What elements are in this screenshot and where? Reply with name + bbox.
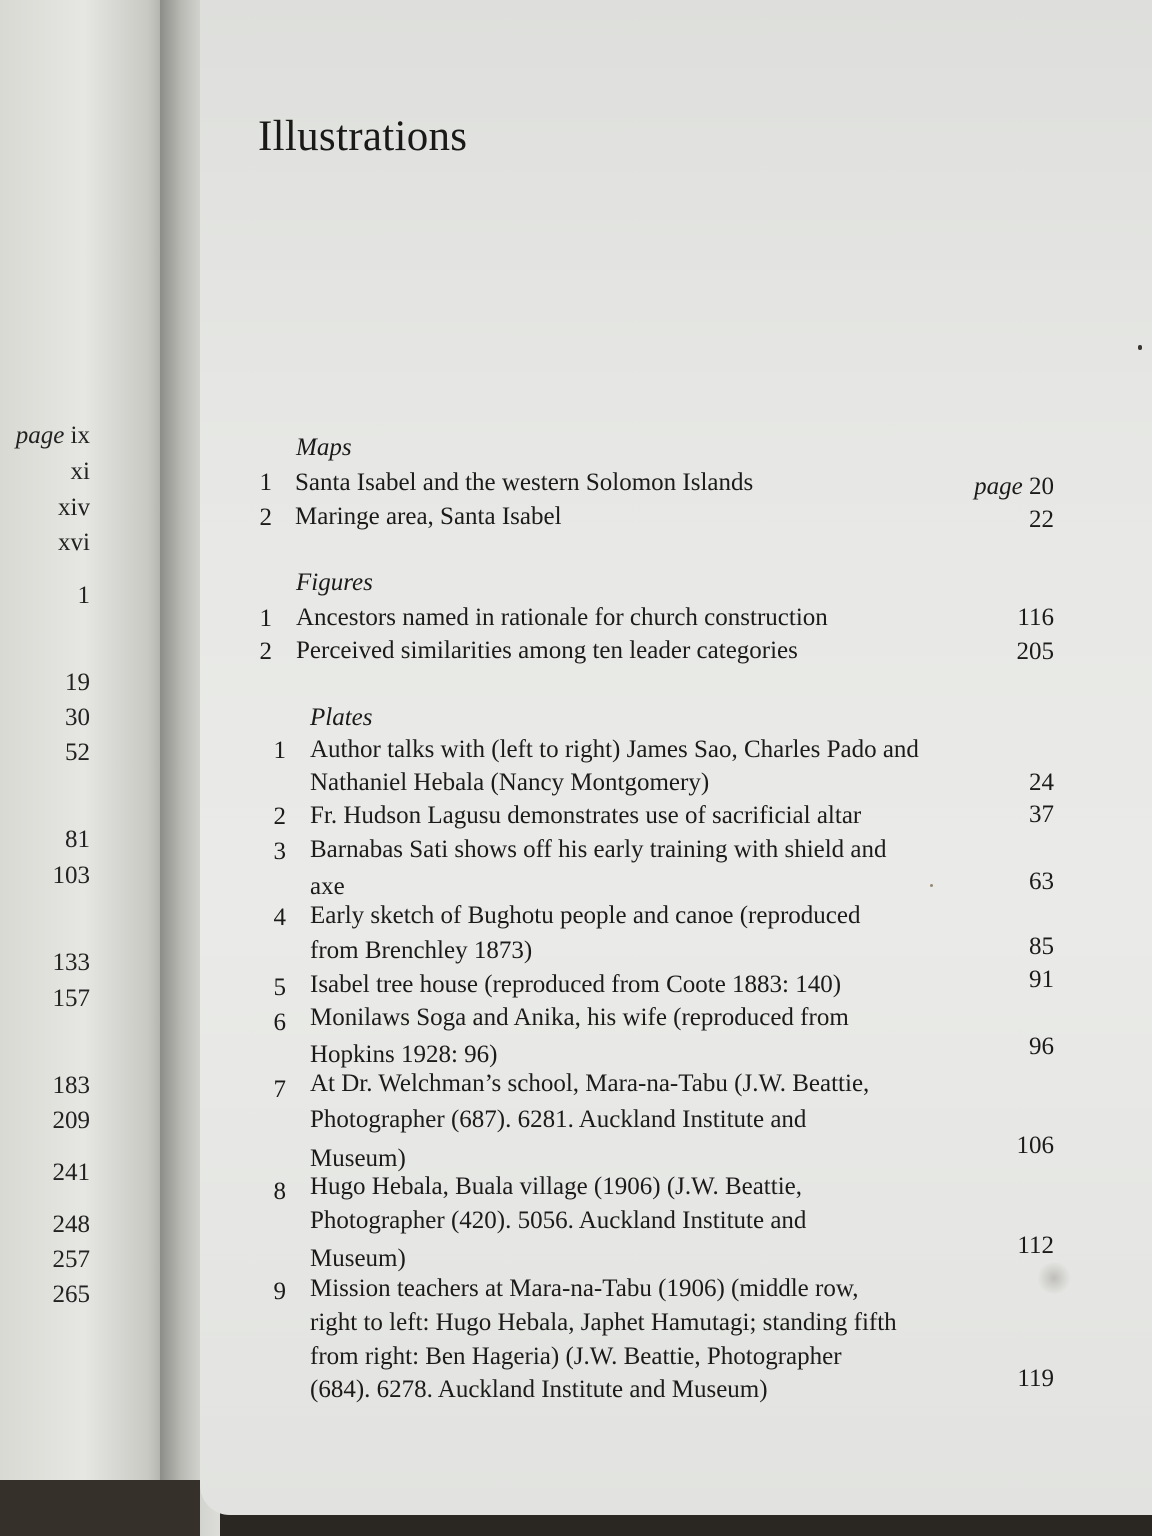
plate-entry-line: Fr. Hudson Lagusu demonstrates use of sacrificial altar [310, 802, 862, 829]
plate-entry-line: Nathaniel Hebala (Nancy Montgomery) [310, 769, 710, 796]
section-heading-figures: Figures [296, 569, 373, 596]
plate-entry-page: 112 [1017, 1232, 1054, 1259]
plate-entry-line: (684). 6278. Auckland Institute and Museum) [310, 1376, 768, 1403]
map-entry-title: Santa Isabel and the western Solomon Islands [295, 469, 754, 496]
plate-entry-page: 85 [1029, 933, 1054, 960]
map-entry-title: Maringe area, Santa Isabel [295, 503, 562, 530]
entry-number: 9 [273, 1278, 286, 1305]
map-entry-page: 22 [1029, 506, 1054, 533]
page-number: 20 [1029, 473, 1054, 500]
plate-entry-line: from Brenchley 1873) [310, 937, 533, 964]
left-page-number: xvi [58, 529, 90, 556]
left-page-number: 241 [52, 1159, 90, 1186]
plate-entry-page: 63 [1029, 868, 1054, 895]
section-heading-plates: Plates [310, 704, 373, 731]
entry-number: 2 [259, 638, 272, 665]
entry-number: 1 [259, 469, 272, 496]
left-page-number: 103 [52, 862, 90, 889]
plate-entry-line: Museum) [310, 1245, 406, 1272]
left-page-number: xi [70, 458, 90, 485]
page-label: page [15, 422, 65, 449]
plate-entry-page: 24 [1029, 769, 1054, 796]
plate-entry-line: Author talks with (left to right) James Sao, Charles Pado and [310, 736, 919, 763]
figure-entry-page: 205 [1016, 638, 1054, 665]
plate-entry-page: 119 [1017, 1365, 1054, 1392]
figure-entry-title: Perceived similarities among ten leader categories [296, 637, 798, 664]
left-page-number: 52 [65, 739, 90, 766]
entry-number: 4 [273, 904, 286, 931]
fingerprint-smudge [1036, 1262, 1072, 1294]
plate-entry-page: 91 [1029, 966, 1054, 993]
entry-number: 1 [273, 737, 286, 764]
left-page-number: 30 [65, 704, 90, 731]
plate-entry-line: Hugo Hebala, Buala village (1906) (J.W. Beattie, [310, 1173, 802, 1200]
plate-entry-line: Hopkins 1928: 96) [310, 1041, 498, 1068]
entry-number: 5 [273, 974, 286, 1001]
figure-entry-page: 116 [1017, 604, 1054, 631]
paper-speck [930, 884, 933, 887]
left-page-number: 209 [52, 1107, 90, 1134]
left-page-number: 1 [77, 582, 90, 609]
plate-entry-line: Mission teachers at Mara-na-Tabu (1906) (middle row, [310, 1275, 859, 1302]
plate-entry-line: Early sketch of Bughotu people and canoe (reproduced [310, 902, 861, 929]
paper-speck [1138, 345, 1142, 350]
left-page-number [16, 422, 90, 450]
plate-entry-line: axe [310, 873, 345, 900]
plate-entry-line: Isabel tree house (reproduced from Coote 1883: 140) [310, 971, 842, 998]
left-page-number: 19 [65, 669, 90, 696]
plate-entry-line: At Dr. Welchman’s school, Mara-na-Tabu (J.W. Beattie, [310, 1070, 870, 1097]
left-page-number: 257 [52, 1246, 90, 1273]
left-page-number: 248 [52, 1211, 90, 1238]
figure-entry-title: Ancestors named in rationale for church construction [296, 604, 828, 631]
plate-entry-page: 37 [1029, 801, 1054, 828]
map-entry-page [974, 473, 1054, 501]
plate-entry-line: from right: Ben Hageria) (J.W. Beattie, Photographer [310, 1343, 842, 1370]
plate-entry-line: Photographer (420). 5056. Auckland Institute and [310, 1207, 807, 1234]
section-heading-maps: Maps [296, 434, 352, 461]
entry-number: 3 [273, 838, 286, 865]
plate-entry-line: Barnabas Sati shows off his early training with shield and [310, 836, 887, 863]
entry-number: 2 [273, 803, 286, 830]
plate-entry-page: 96 [1029, 1033, 1054, 1060]
plate-entry-line: Monilaws Soga and Anika, his wife (reproduced from [310, 1004, 849, 1031]
entry-number: 1 [259, 605, 272, 632]
left-page-number: 81 [65, 826, 90, 853]
left-page-number: 265 [52, 1281, 90, 1308]
entry-number: 7 [273, 1076, 286, 1103]
page-title: Illustrations [258, 113, 468, 160]
plate-entry-line: right to left: Hugo Hebala, Japhet Hamutagi; standing fifth [310, 1309, 897, 1336]
left-page-number: 183 [52, 1072, 90, 1099]
entry-number: 6 [273, 1009, 286, 1036]
plate-entry-line: Museum) [310, 1145, 406, 1172]
background-shadow [0, 1480, 200, 1536]
entry-number: 2 [259, 504, 272, 531]
left-page-number: 157 [52, 985, 90, 1012]
page-label: page [974, 473, 1023, 500]
plate-entry-page: 106 [1016, 1132, 1054, 1159]
left-number-value: ix [70, 422, 90, 449]
left-page-number: xiv [58, 494, 90, 521]
entry-number: 8 [273, 1178, 286, 1205]
left-page-number: 133 [52, 949, 90, 976]
plate-entry-line: Photographer (687). 6281. Auckland Institute and [310, 1106, 807, 1133]
